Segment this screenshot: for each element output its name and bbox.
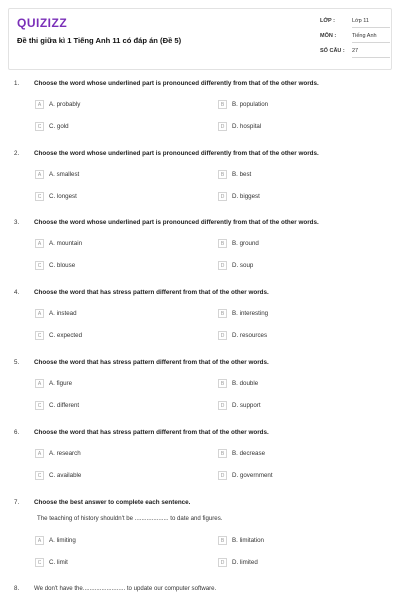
- question-text: Choose the word that has stress pattern different from that of the other words.: [34, 359, 269, 366]
- answer-checkbox[interactable]: B: [218, 239, 227, 248]
- answer-checkbox[interactable]: D: [218, 471, 227, 480]
- answer-checkbox[interactable]: D: [218, 192, 227, 201]
- meta-underline: [352, 27, 390, 28]
- answer-text: C. limit: [49, 559, 68, 566]
- answer-checkbox[interactable]: D: [218, 261, 227, 270]
- answer-checkbox[interactable]: A: [35, 100, 44, 109]
- question-passage: The teaching of history shouldn't be .................... to date and figures.: [37, 515, 223, 522]
- answer-text: C. available: [49, 472, 82, 479]
- answer-checkbox[interactable]: C: [35, 558, 44, 567]
- answer-checkbox[interactable]: C: [35, 401, 44, 410]
- meta-value: Lớp 11: [352, 18, 369, 24]
- answer-text: D. resources: [232, 332, 268, 339]
- meta-label: LỚP :: [320, 18, 335, 24]
- answer-text: A. probably: [49, 101, 81, 108]
- answer-text: D. soup: [232, 262, 254, 269]
- question-text: Choose the word whose underlined part is pronounced differently from that of the other words.: [34, 150, 319, 157]
- answer-text: C. expected: [49, 332, 83, 339]
- answer-checkbox[interactable]: B: [218, 309, 227, 318]
- answer-checkbox[interactable]: B: [218, 170, 227, 179]
- answer-text: D. limited: [232, 559, 258, 566]
- meta-label: MÔN :: [320, 33, 337, 39]
- answer-checkbox[interactable]: B: [218, 100, 227, 109]
- quizizz-logo: QUIZIZZ: [17, 16, 68, 30]
- answer-text: B. best: [232, 171, 252, 178]
- question-number: 2.: [14, 150, 20, 157]
- answer-text: C. different: [49, 402, 80, 409]
- answer-text: B. double: [232, 380, 259, 387]
- meta-label: SỐ CÂU :: [320, 48, 345, 54]
- answer-checkbox[interactable]: C: [35, 471, 44, 480]
- worksheet-meta: [320, 18, 390, 63]
- answer-text: A. instead: [49, 310, 77, 317]
- answer-text: D. biggest: [232, 193, 260, 200]
- answer-checkbox[interactable]: A: [35, 379, 44, 388]
- answer-checkbox[interactable]: D: [218, 401, 227, 410]
- meta-value: Tiếng Anh: [352, 33, 377, 39]
- question-text: Choose the word that has stress pattern different from that of the other words.: [34, 289, 269, 296]
- question-passage: We don't have the......................... to update our computer software.: [34, 585, 217, 592]
- answer-checkbox[interactable]: D: [218, 558, 227, 567]
- answer-checkbox[interactable]: B: [218, 449, 227, 458]
- answer-checkbox[interactable]: B: [218, 379, 227, 388]
- answer-checkbox[interactable]: C: [35, 331, 44, 340]
- answer-text: C. longest: [49, 193, 77, 200]
- question-text: Choose the word that has stress pattern different from that of the other words.: [34, 429, 269, 436]
- answer-text: D. support: [232, 402, 261, 409]
- meta-row-count: [320, 48, 390, 63]
- question-text: Choose the best answer to complete each sentence.: [34, 499, 191, 506]
- answer-text: B. population: [232, 101, 269, 108]
- worksheet-title: Đề thi giữa kì 1 Tiếng Anh 11 có đáp án (Đề 5): [17, 36, 182, 45]
- answer-text: B. limitation: [232, 537, 264, 544]
- answer-text: D. government: [232, 472, 273, 479]
- answer-checkbox[interactable]: A: [35, 449, 44, 458]
- question-text: Choose the word whose underlined part is pronounced differently from that of the other words.: [34, 80, 319, 87]
- answer-text: A. limiting: [49, 537, 76, 544]
- answer-text: B. ground: [232, 240, 259, 247]
- worksheet-header: [8, 8, 392, 70]
- answer-text: A. smallest: [49, 171, 80, 178]
- answer-text: C. blouse: [49, 262, 76, 269]
- question-number: 1.: [14, 80, 20, 87]
- answer-text: D. hospital: [232, 123, 262, 130]
- meta-underline: [352, 42, 390, 43]
- question-number: 4.: [14, 289, 20, 296]
- answer-checkbox[interactable]: A: [35, 170, 44, 179]
- answer-checkbox[interactable]: C: [35, 192, 44, 201]
- question-number: 7.: [14, 499, 20, 506]
- answer-checkbox[interactable]: B: [218, 536, 227, 545]
- question-number: 5.: [14, 359, 20, 366]
- meta-row-subject: [320, 33, 390, 48]
- answer-checkbox[interactable]: A: [35, 239, 44, 248]
- answer-text: B. decrease: [232, 450, 266, 457]
- question-text: Choose the word whose underlined part is pronounced differently from that of the other words.: [34, 219, 319, 226]
- answer-checkbox[interactable]: A: [35, 309, 44, 318]
- meta-underline: [352, 57, 390, 58]
- meta-value: 27: [352, 48, 359, 54]
- question-number: 8.: [14, 585, 20, 592]
- answer-text: A. mountain: [49, 240, 83, 247]
- answer-checkbox[interactable]: D: [218, 122, 227, 131]
- answer-checkbox[interactable]: C: [35, 122, 44, 131]
- answer-text: C. gold: [49, 123, 69, 130]
- meta-row-grade: [320, 18, 390, 33]
- answer-checkbox[interactable]: D: [218, 331, 227, 340]
- question-number: 3.: [14, 219, 20, 226]
- answer-text: B. interesting: [232, 310, 269, 317]
- answer-text: A. research: [49, 450, 81, 457]
- answer-text: A. figure: [49, 380, 73, 387]
- answer-checkbox[interactable]: A: [35, 536, 44, 545]
- answer-checkbox[interactable]: C: [35, 261, 44, 270]
- question-number: 6.: [14, 429, 20, 436]
